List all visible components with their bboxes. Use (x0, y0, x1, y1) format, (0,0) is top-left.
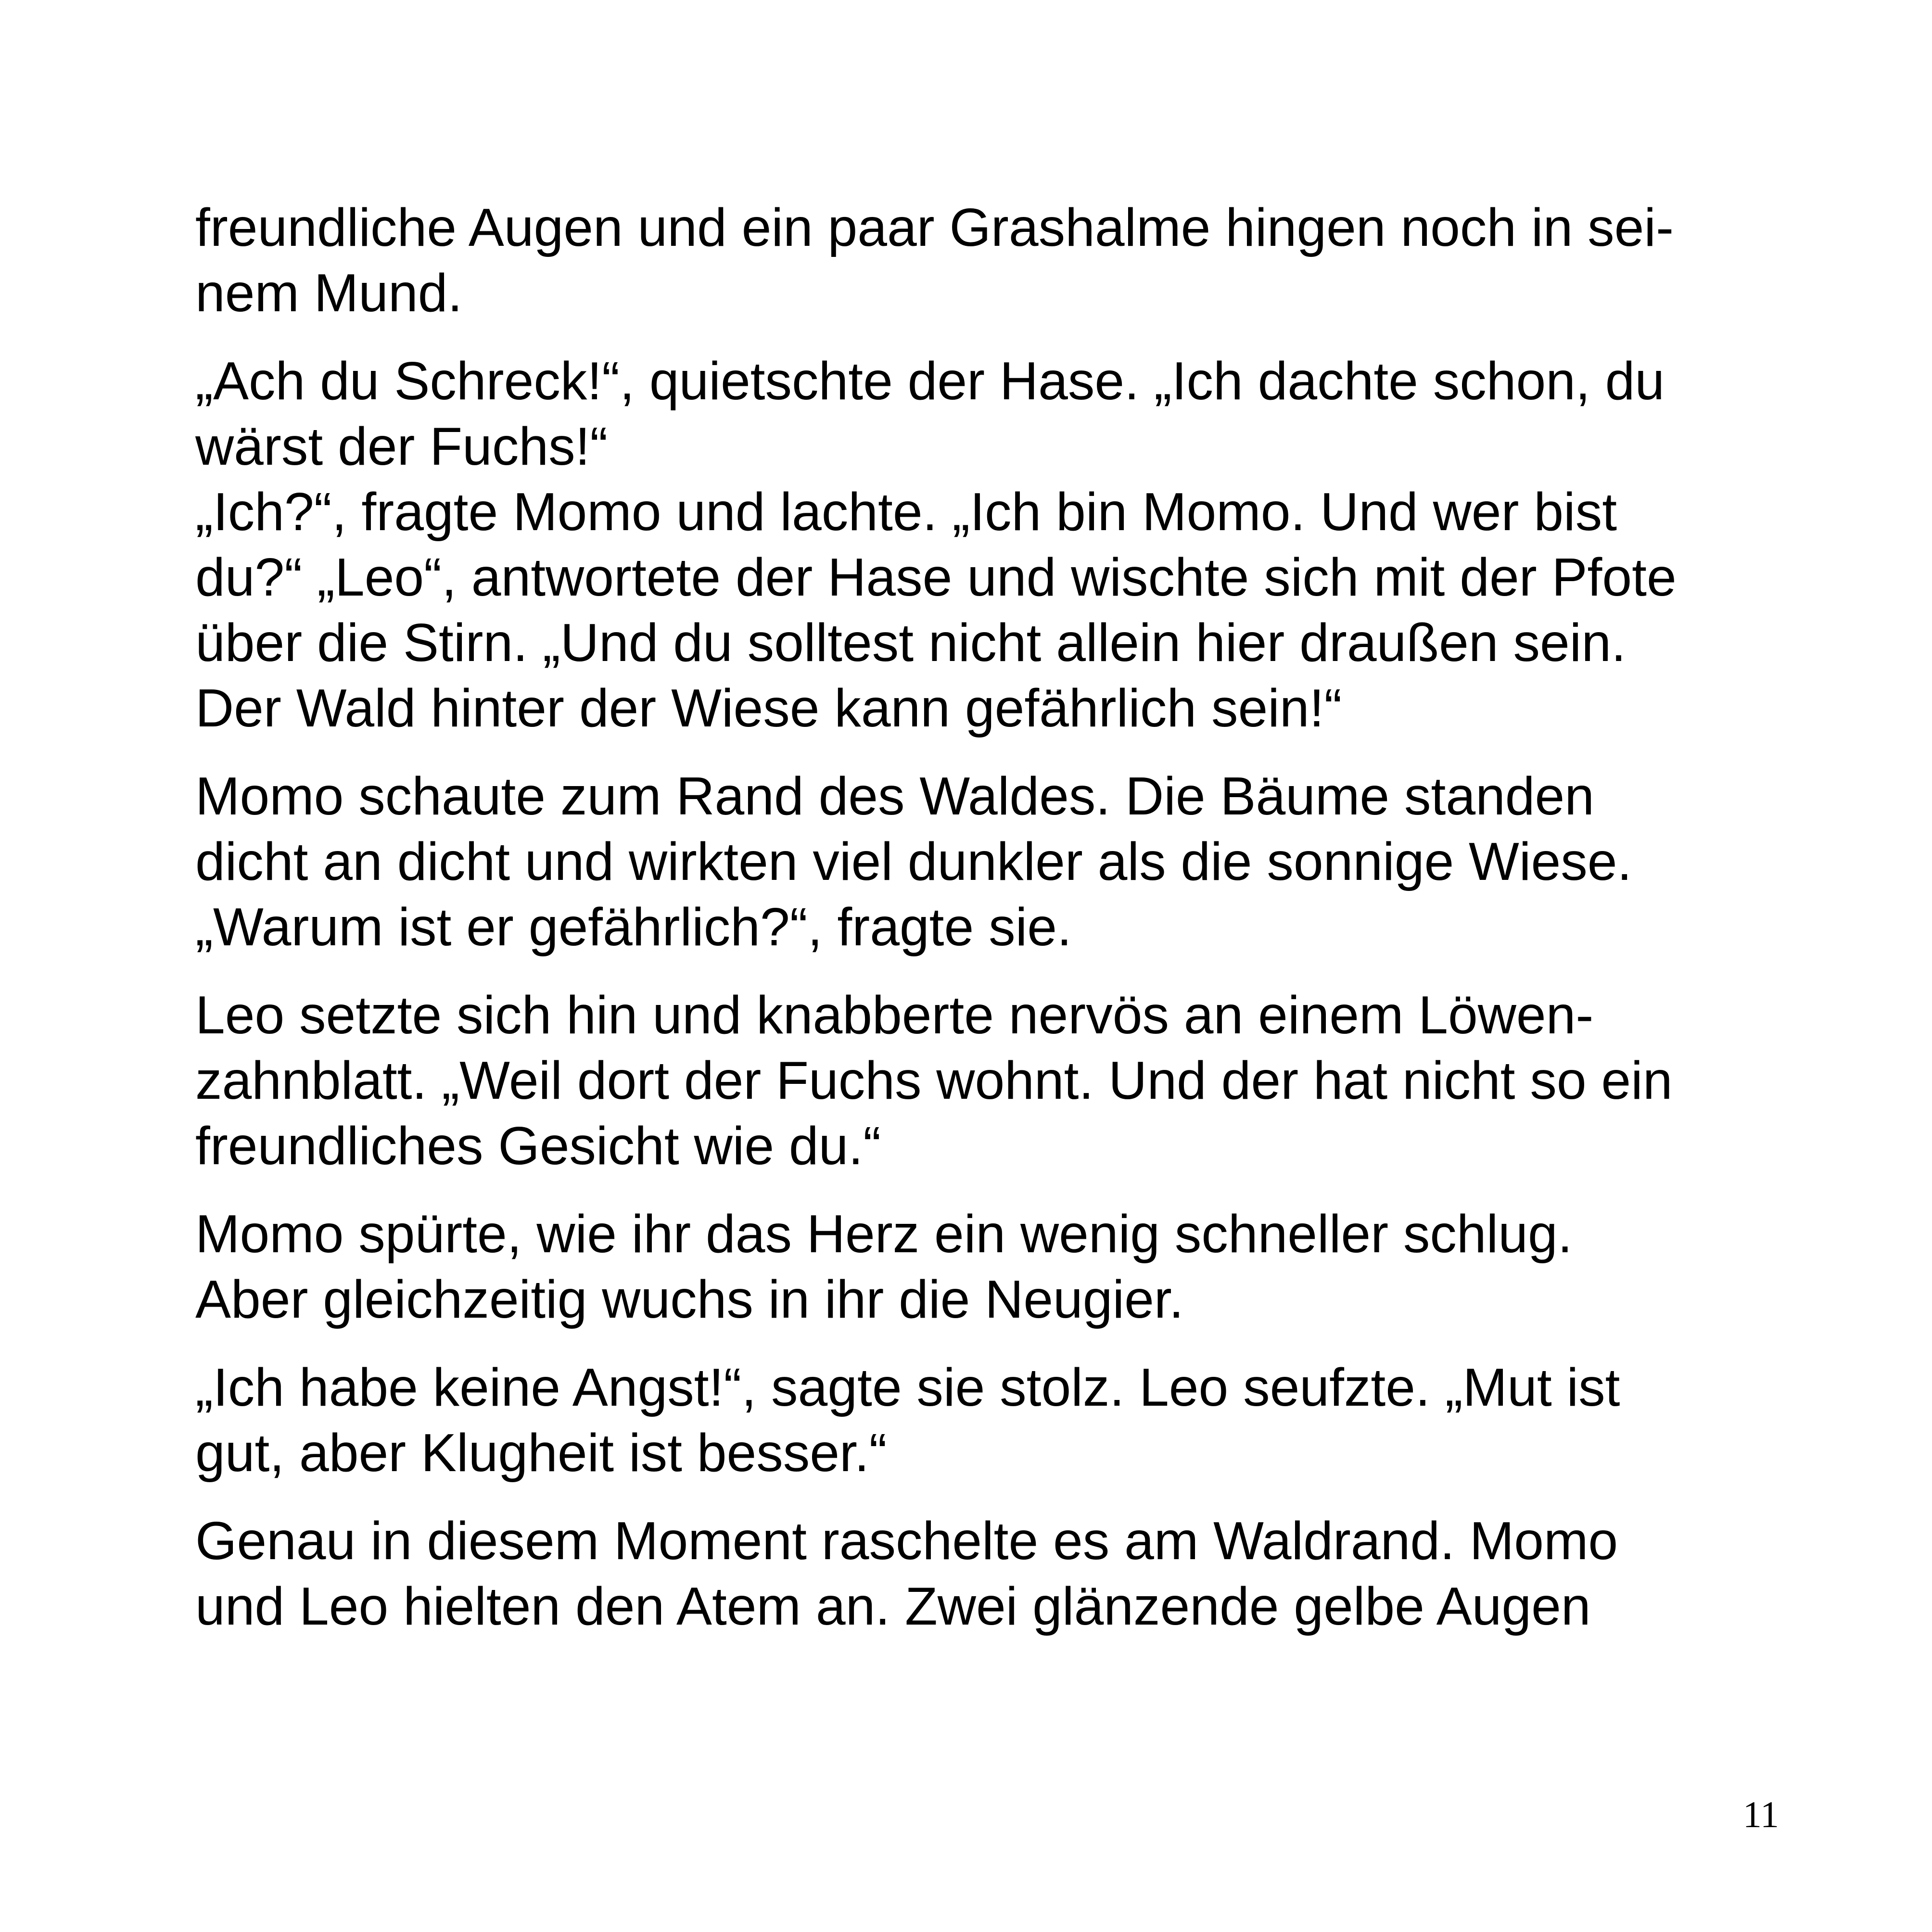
text-line: „Ich habe keine Angst!“, sagte sie stolz. Leo seufzte. „Mut ist (195, 1358, 1620, 1417)
text-line: gut, aber Klugheit ist besser.“ (195, 1423, 887, 1483)
text-line: Aber gleichzeitig wuchs in ihr die Neugier. (195, 1270, 1184, 1329)
paragraph-2 (195, 348, 1792, 741)
text-line: wärst der Fuchs!“ (195, 417, 608, 476)
text-line: freundliches Gesicht wie du.“ (195, 1116, 881, 1176)
text-line: „Ach du Schreck!“, quietschte der Hase. „Ich dachte schon, du (195, 351, 1665, 411)
text-line: Momo spürte, wie ihr das Herz ein wenig schneller schlug. (195, 1204, 1573, 1264)
text-line: Leo setzte sich hin und knabberte nervös an einem Löwen- (195, 985, 1594, 1045)
paragraph-3 (195, 763, 1792, 960)
page-number: 11 (1742, 1793, 1779, 1835)
paragraph-7 (195, 1508, 1792, 1639)
text-line: nem Mund. (195, 263, 463, 323)
text-line: „Warum ist er gefährlich?“, fragte sie. (195, 897, 1072, 957)
text-line: Genau in diesem Moment raschelte es am Waldrand. Momo (195, 1511, 1618, 1571)
text-line: über die Stirn. „Und du solltest nicht allein hier draußen sein. (195, 613, 1626, 673)
text-line: du?“ „Leo“, antwortete der Hase und wischte sich mit der Pfote (195, 547, 1677, 607)
paragraph-1 (195, 195, 1792, 326)
paragraph-4 (195, 982, 1792, 1179)
text-line: freundliche Augen und ein paar Grashalme hingen noch in sei- (195, 198, 1674, 257)
text-line: dicht an dicht und wirkten viel dunkler als die sonnige Wiese. (195, 832, 1632, 891)
text-line: und Leo hielten den Atem an. Zwei glänzende gelbe Augen (195, 1576, 1591, 1636)
text-line: zahnblatt. „Weil dort der Fuchs wohnt. Und der hat nicht so ein (195, 1051, 1673, 1110)
text-line: Der Wald hinter der Wiese kann gefährlich sein!“ (195, 678, 1342, 738)
paragraph-5 (195, 1201, 1792, 1332)
text-line: Momo schaute zum Rand des Waldes. Die Bäume standen (195, 766, 1595, 826)
story-text (195, 195, 1792, 1639)
paragraph-6 (195, 1355, 1792, 1486)
text-line: „Ich?“, fragte Momo und lachte. „Ich bin Momo. Und wer bist (195, 482, 1617, 542)
